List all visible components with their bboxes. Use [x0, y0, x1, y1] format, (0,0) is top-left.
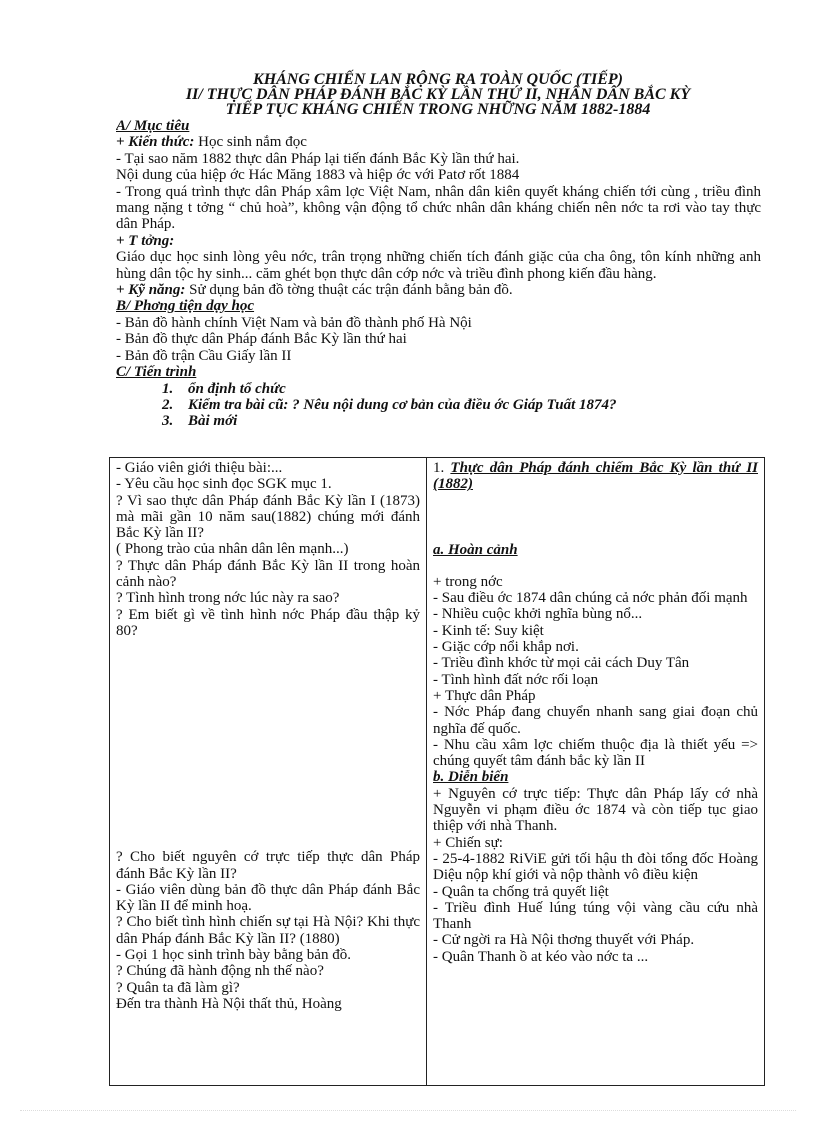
left-line: - Giáo viên giới thiệu bài:...	[116, 460, 283, 476]
left-line: ? Cho biết tình hình chiến sự tại Hà Nội? Khi thực dân Pháp đánh Bắc Kỳ lần II? (1880)	[116, 914, 420, 947]
thought-label: + T tởng:	[116, 232, 175, 249]
left-line: ( Phong trào của nhân dân lên mạnh...)	[116, 541, 349, 558]
left-line: ? Cho biết nguyên cớ trực tiếp thực dân Pháp đánh Bắc Kỳ lần II?	[116, 849, 420, 882]
content-heading-b: b. Diễn biến	[433, 769, 509, 786]
section-a-heading: A/ Mục tiêu	[116, 118, 190, 134]
procedure-step: 1. ổn định tổ chức	[162, 380, 286, 397]
left-line: - Gọi 1 học sinh trình bày bằng bản đồ.	[116, 947, 351, 964]
content-cell	[427, 458, 765, 1086]
knowledge-item: - Tại sao năm 1882 thực dân Pháp lại tiến đánh Bắc Kỳ lần thứ hai.	[116, 150, 520, 167]
procedure-step: 3. Bài mới	[162, 412, 238, 429]
material-item: - Bản đồ thực dân Pháp đánh Bắc Kỳ lần thứ hai	[116, 331, 407, 348]
left-line: - Giáo viên dùng bản đồ thực dân Pháp đánh Bắc Kỳ lần II để minh hoạ.	[116, 881, 420, 915]
teacher-activity-cell	[110, 458, 427, 1086]
knowledge-text: Học sinh nắm đọc	[194, 134, 307, 151]
section-c-heading: C/ Tiến trình	[116, 364, 197, 381]
thought-text: Giáo dục học sinh lòng yêu nớc, trân trọng những chiến tích đánh giặc của cha ông, tôn kính những anh hùng dân tộc hy sinh... căm ghét bọn thực dân cớp nớc và triều đình phong kiến đầu hàng.	[116, 249, 761, 282]
lesson-intro	[116, 118, 761, 429]
lesson-table	[109, 457, 765, 1086]
skill-line	[116, 282, 761, 298]
title-line-3: TIẾP TỤC KHÁNG CHIẾN TRONG NHỮNG NĂM 1882-1884	[225, 101, 651, 118]
left-line: ? Vì sao thực dân Pháp đánh Bắc Kỳ lần I (1873) mà mãi gần 10 năm sau(1882) chúng mới đánh Bắc Kỳ lần II?	[116, 492, 420, 542]
left-line: ? Thực dân Pháp đánh Bắc Kỳ lần II trong hoàn cảnh nào?	[116, 557, 420, 591]
page-bottom-divider	[20, 1110, 796, 1111]
right-line: - Quân ta chống trả quyết liệt	[433, 883, 609, 900]
content-heading-1: 1. Thực dân Pháp đánh chiếm Bắc Kỳ lần thứ II (1882)	[433, 460, 758, 493]
left-line: - Yêu cầu học sinh đọc SGK mục 1.	[116, 476, 332, 493]
left-line: ? Em biết gì về tình hình nớc Pháp đầu thập kỷ 80?	[116, 606, 420, 639]
right-line: + Nguyên cớ trực tiếp: Thực dân Pháp lấy cớ nhà Nguyễn vi phạm điều ớc 1874 và còn tiếp tục giao thiệp với nhà Thanh.	[433, 785, 758, 835]
right-line: - Kinh tế: Suy kiệt	[433, 622, 544, 639]
procedure-step: 2. Kiểm tra bài cũ: ? Nêu nội dung cơ bản của điều ớc Giáp Tuất 1874?	[162, 396, 617, 413]
knowledge-item: - Trong quá trình thực dân Pháp xâm lợc Việt Nam, nhân dân kiên quyết kháng chiến tới cùng , triều đình mang nặng t tởng “ chủ hoà”, không vận động tổ chức nhân dân kháng chiến nên nớc ta rơi vào tay thực dân Pháp.	[116, 183, 761, 233]
material-item: - Bản đồ hành chính Việt Nam và bản đồ thành phố Hà Nội	[116, 314, 472, 331]
knowledge-line	[116, 134, 761, 150]
left-line: ? Chúng đã hành động nh thế nào?	[116, 963, 324, 980]
right-line: - 25-4-1882 RiViE gửi tối hậu th đòi tổng đốc Hoàng Diệu nộp khí giới và nộp thành vô điều kiện	[433, 850, 758, 884]
material-item: - Bản đồ trận Cầu Giấy lần II	[116, 347, 292, 364]
right-line: - Quân Thanh ồ at kéo vào nớc ta ...	[433, 948, 649, 965]
right-line: - Triều đình khớc từ mọi cải cách Duy Tân	[433, 655, 690, 672]
right-line: - Nhu cầu xâm lợc chiếm thuộc địa là thiết yếu => chúng quyết tâm đánh bắc kỳ lần II	[433, 736, 758, 770]
document-title-block	[110, 72, 766, 117]
right-line: - Nớc Pháp đang chuyển nhanh sang giai đoạn chủ nghĩa đế quốc.	[433, 704, 758, 737]
content-heading-a: a. Hoàn cảnh	[433, 541, 518, 558]
right-line: + trong nớc	[433, 573, 503, 590]
skill-text: Sử dụng bản đồ tờng thuật các trận đánh bằng bản đồ.	[185, 282, 513, 299]
title-line-1: KHÁNG CHIẾN LAN RỘNG RA TOÀN QUỐC (TIẾP)	[253, 71, 623, 88]
left-line: Đến tra thành Hà Nội thất thủ, Hoàng	[116, 995, 342, 1012]
right-line: - Triều đình Huế lúng túng vội vàng cầu cứu nhà Thanh	[433, 899, 758, 933]
right-line: - Giặc cớp nổi khắp nơi.	[433, 639, 579, 656]
procedure-steps	[116, 381, 761, 429]
right-line: - Cử ngời ra Hà Nội thơng thuyết với Pháp.	[433, 932, 695, 949]
right-line: - Sau điều ớc 1874 dân chúng cả nớc phản đối mạnh	[433, 590, 748, 607]
right-line: - Nhiều cuộc khởi nghĩa bùng nổ...	[433, 606, 643, 623]
skill-label: + Kỹ năng:	[116, 282, 186, 299]
left-line: ? Quân ta đã làm gì?	[116, 979, 240, 996]
right-line: - Tình hình đất nớc rối loạn	[433, 671, 599, 688]
left-line: ? Tình hình trong nớc lúc này ra sao?	[116, 590, 340, 607]
knowledge-item: Nội dung của hiệp ớc Hác Măng 1883 và hiệp ớc với Patơ rốt 1884	[116, 167, 520, 184]
knowledge-label: + Kiến thức:	[116, 134, 195, 151]
right-line: + Chiến sự:	[433, 834, 503, 851]
title-line-2: II/ THỰC DÂN PHÁP ĐÁNH BẮC KỲ LẦN THỨ II, NHÂN DÂN BẮC KỲ	[185, 86, 691, 103]
right-line: + Thực dân Pháp	[433, 687, 536, 704]
section-b-heading: B/ Phơng tiện dạy học	[116, 298, 255, 315]
